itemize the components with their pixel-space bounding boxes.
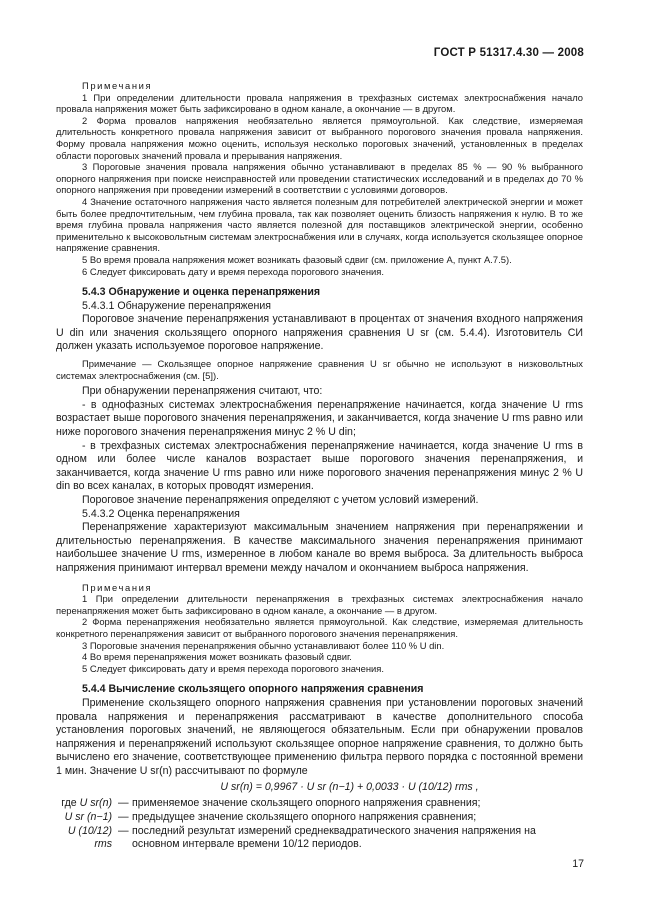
paragraph: Перенапряжение характеризуют максимальным значением напряжения при перенапряжении и длительностью перенапряжения. В качестве максимального значения перенапряжения принимают наибольшее значение U rms, измеренное в любом канале во время выброса. За длительность выброса напряжения принимают интервал времени между началом и окончанием выброса напряжения. bbox=[56, 521, 583, 574]
formula-legend bbox=[56, 797, 583, 851]
legend-symbol: U sr(n) bbox=[79, 797, 112, 810]
note-item: 1 При определении длительности перенапряжения в трехфазных системах электроснабжения начало перенапряжения может быть зафиксировано в одном канале, а окончание — в другом. bbox=[56, 593, 583, 616]
notes-block-1 bbox=[56, 80, 583, 277]
paragraph: Применение скользящего опорного напряжения сравнения при установлении пороговых значений провала напряжения и перенапряжения рассматривают в качестве дополнительного способа установления пороговых значений, не являющегося обязательным. Если при обнаружении провалов напряжения и перенапряжений используют скользящее опорное напряжение сравнения, то должно быть вычислено его значение, соответствующее применению фильтра первого порядка с постоянной времени 1 мин. Значение U sr(n) рассчитывают по формуле bbox=[56, 696, 583, 777]
note-item: 2 Форма провалов напряжения необязательно является прямоугольной. Как следствие, измеряемая длительность конкретного провала напряжения зависит от выбранного порогового значения провала напряжения. Форму провала напряжения можно оценить, используя несколько пороговых значений, установленных в пределах области пороговых значений провала и прерывания напряжения. bbox=[56, 114, 583, 161]
note-item: 3 Пороговые значения перенапряжения обычно устанавливают более 110 % U din. bbox=[82, 639, 445, 651]
legend-symbol: U (10/12) rms bbox=[67, 824, 112, 851]
legend-text: последний результат измерений среднеквадратического значения напряжения на основном интервале времени 10/12 периодов. bbox=[132, 824, 536, 851]
section-heading-5-4-4: 5.4.4 Вычисление скользящего опорного напряжения сравнения bbox=[82, 683, 424, 696]
paragraph: Пороговое значение перенапряжения определяют с учетом условий измерений. bbox=[82, 494, 479, 506]
legend-row: где U sr(n) — применяемое значение скользящего опорного напряжения сравнения; bbox=[56, 797, 583, 811]
paragraph: Пороговое значение перенапряжения устанавливают в процентах от значения входного напряжения U din или значения скользящего опорного напряжения сравнения U sr (см. 5.4.4). Изготовитель СИ должен указать используемое пороговое напряжение. bbox=[56, 313, 583, 353]
document-header: ГОСТ Р 51317.4.30 — 2008 bbox=[433, 47, 584, 59]
subsection-heading: 5.4.3.1 Обнаружение перенапряжения bbox=[82, 299, 272, 312]
legend-row: U (10/12) rms — последний результат измерений среднеквадратического значения напряжения на основном интервале времени 10/12 периодов. bbox=[56, 825, 583, 852]
legend-symbol: U sr (n−1) bbox=[64, 811, 112, 824]
paragraph: При обнаружении перенапряжения считают, что: bbox=[82, 385, 323, 398]
note-item: 2 Форма перенапряжения необязательно является прямоугольной. Как следствие, измеряемая длительность конкретного перенапряжения зависит от выбранного порогового значения перенапряжения. bbox=[56, 616, 583, 639]
legend-text: применяемое значение скользящего опорного напряжения сравнения; bbox=[132, 797, 481, 810]
page-number: 17 bbox=[572, 858, 584, 870]
page-content bbox=[56, 80, 583, 852]
section-heading-5-4-3: 5.4.3 Обнаружение и оценка перенапряжения bbox=[82, 286, 321, 299]
note-item: 3 Пороговые значения провала напряжения обычно устанавливают в пределах 85 % — 90 % выбранного опорного напряжения при поиске неисправностей или проведении статистических исследований и в пределах до 70 % опорного напряжения при проведении измерений в соответствии с условиями договоров. bbox=[56, 161, 583, 196]
legend-text: предыдущее значение скользящего опорного напряжения сравнения; bbox=[132, 811, 477, 824]
note-item: 6 Следует фиксировать дату и время перехода порогового значения. bbox=[82, 265, 384, 277]
section-body-5-4-3 bbox=[56, 313, 583, 507]
formula: U sr(n) = 0,9967 · U sr (n−1) + 0,0033 · U (10/12) rms , bbox=[220, 781, 479, 794]
notes-heading: Примечания bbox=[82, 581, 153, 593]
note-item: 5 Во время провала напряжения может возникать фазовый сдвиг (см. приложение А, пункт А.7.5). bbox=[82, 253, 512, 265]
note-item: 1 При определении длительности провала напряжения в трехфазных системах электроснабжения начало провала напряжения может быть зафиксировано в одном канале, а окончание — в другом. bbox=[56, 91, 583, 115]
legend-where-label: где bbox=[61, 797, 77, 810]
note-item: 4 Во время перенапряжения может возникать фазовый сдвиг. bbox=[82, 651, 352, 663]
notes-heading: Примечания bbox=[82, 80, 153, 91]
list-item: - в однофазных системах электроснабжения перенапряжение начинается, когда значение U rms возрастает выше порогового значения перенапряжения, и заканчивается, когда значение U rms равно или ниже порогового значения перенапряжения минус 2 % U din; bbox=[56, 398, 583, 439]
list-item: - в трехфазных системах электроснабжения перенапряжение начинается, когда значение U rms в одном или более числе каналов возрастает выше порогового значения перенапряжения, и заканчивается, когда значение U rms равно или ниже порогового значения перенапряжения минус 2 % U din во всех каналах, в которых проводят измерения. bbox=[56, 439, 583, 493]
subsection-heading: 5.4.3.2 Оценка перенапряжения bbox=[82, 507, 240, 520]
note-paragraph: Примечание — Скользящее опорное напряжение сравнения U sr обычно не используют в низковольтных системах электроснабжения (см. [5]). bbox=[56, 358, 583, 381]
legend-row: U sr (n−1) — предыдущее значение скользящего опорного напряжения сравнения; bbox=[56, 811, 583, 825]
note-item: 5 Следует фиксировать дату и время перехода порогового значения. bbox=[82, 662, 384, 674]
note-item: 4 Значение остаточного напряжения часто является полезным для потребителей электрической энергии и может быть более предпочтительным, чем глубина провала, так как позволяет оценить близость напряжения к нулю. В то же время глубина провала напряжения часто является полезной для поставщиков электрической энергии, особенно применительно к высоковольтным системам электроснабжения или в случаях, когда используется скользящее опорное напряжение сравнения. bbox=[56, 195, 583, 254]
notes-block-2 bbox=[56, 582, 583, 675]
